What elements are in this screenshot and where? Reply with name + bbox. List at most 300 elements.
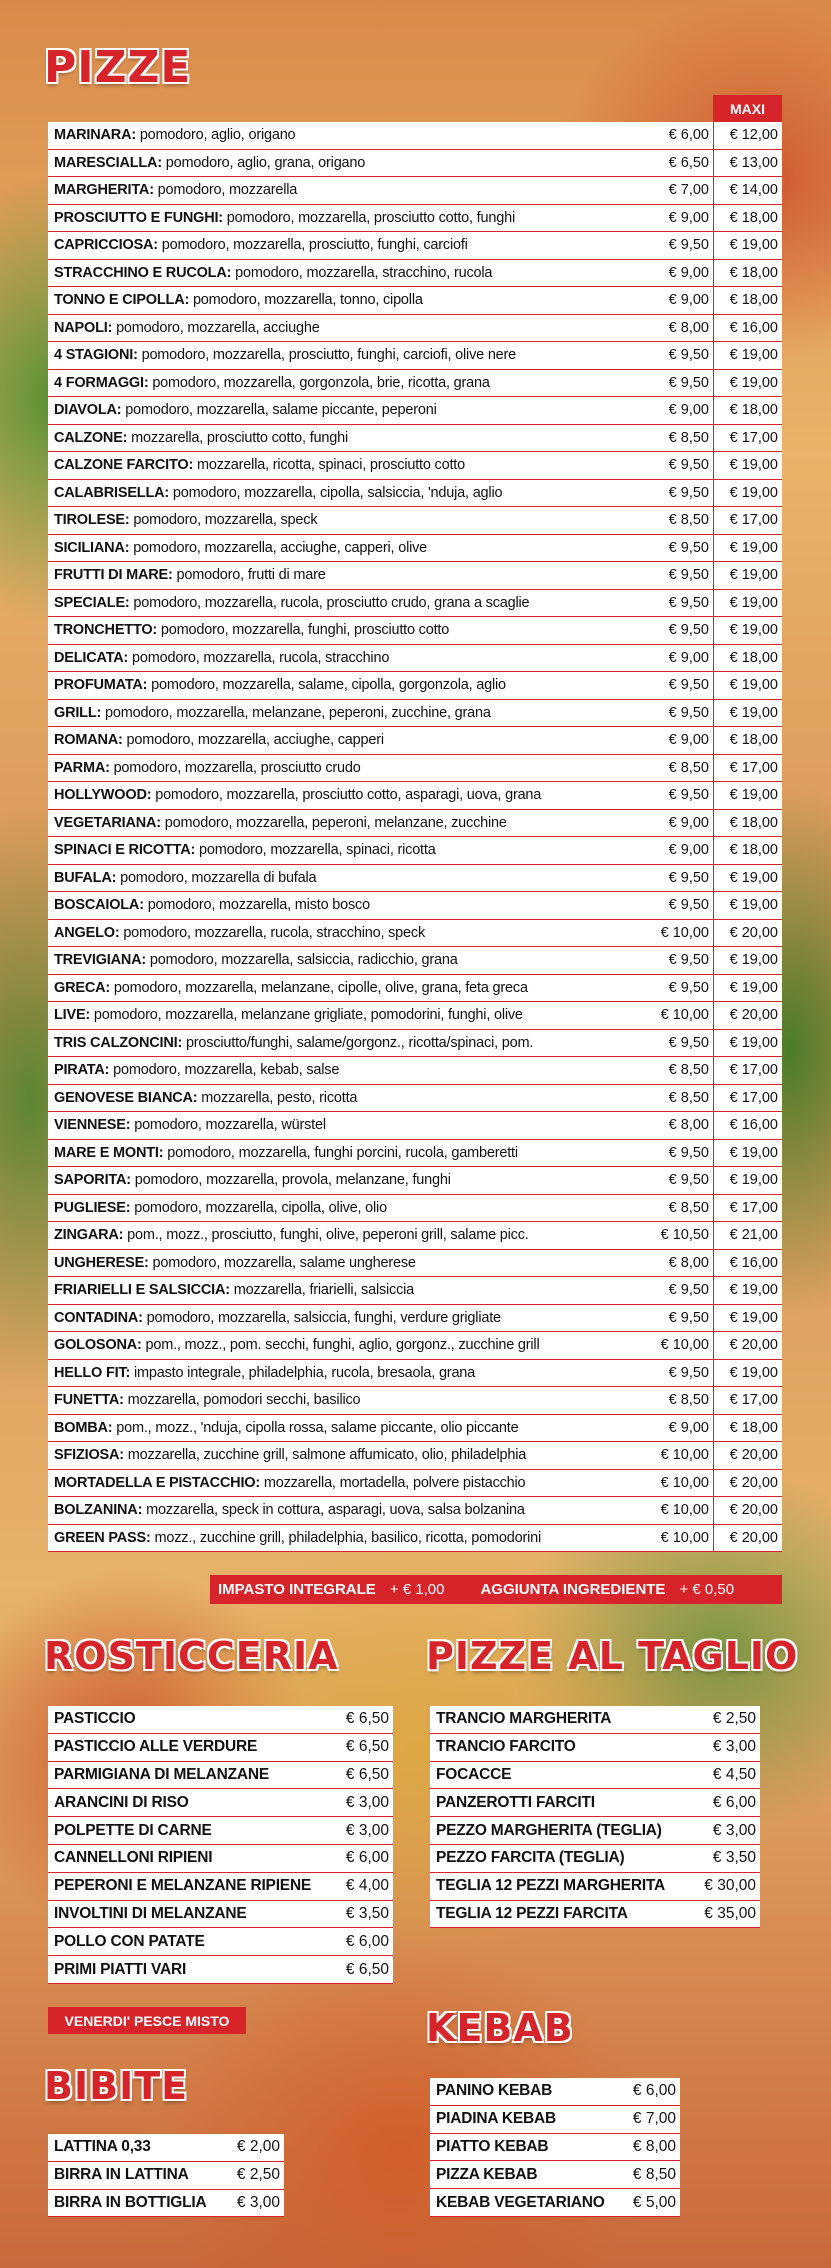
pizza-name: CALZONE FARCITO: [54,457,194,474]
pizza-description [48,265,643,281]
pizza-name: BOLZANINA: [54,1502,143,1519]
pizza-description [48,237,643,253]
pizza-maxi-price: € 19,00 [713,1140,782,1167]
kebab-row-name: PANINO KEBAB [436,2082,553,2100]
bibite-title: BIBITE [44,2064,189,2108]
pizza-description [48,1227,643,1243]
rosticceria-row-name: INVOLTINI DI MELANZANE [54,1904,247,1922]
pizza-maxi-price: € 19,00 [713,232,782,259]
pizza-price: € 8,00 [668,1117,709,1134]
pizza-name: SICILIANA: [54,539,130,556]
pizza-maxi-price: € 17,00 [713,755,782,782]
pizza-price: € 10,00 [660,1529,709,1546]
pizza-maxi-price: € 18,00 [713,810,782,837]
impasto-integrale-label: IMPASTO INTEGRALE [218,1581,376,1598]
pizza-row [48,1497,782,1525]
rosticceria-row [48,1762,393,1790]
pizza-maxi-price: € 19,00 [713,562,782,589]
pizza-ingredients: pomodoro, mozzarella, provola, melanzane, funghi [134,1172,451,1189]
pizza-price: € 9,50 [668,979,709,996]
pizza-name: MORTADELLA E PISTACCHIO: [54,1474,260,1491]
pizza-name: STRACCHINO E RUCOLA: [54,264,232,281]
pizza-name: BOMBA: [54,1419,113,1436]
pizza-ingredients: pomodoro, mozzarella, kebab, salse [113,1062,340,1079]
pizza-ingredients: pomodoro, mozzarella, prosciutto cotto, funghi [226,209,515,226]
rosticceria-row [48,1706,393,1734]
rosticceria-row-name: POLPETTE DI CARNE [54,1821,212,1839]
pizza-description [48,842,643,858]
pizza-ingredients: pomodoro, mozzarella, prosciutto, funghi, carciofi [161,237,468,254]
pizza-maxi-price: € 18,00 [713,205,782,232]
pizza-row [48,727,782,755]
pizza-ingredients: pomodoro, mozzarella, cipolla, salsiccia, 'nduja, aglio [172,484,503,501]
pizza-description [48,1062,643,1078]
pizza-name: DELICATA: [54,649,129,666]
rosticceria-row-name: ARANCINI DI RISO [54,1793,189,1811]
pizza-ingredients: prosciutto/funghi, salame/gorgonz., ricotta/spinaci, pom. [185,1034,534,1051]
pizza-row [48,1332,782,1360]
pizza-price: € 8,50 [668,1062,709,1079]
pizza-name: TRONCHETTO: [54,622,158,639]
taglio-row [430,1762,760,1790]
pizza-maxi-price: € 19,00 [713,700,782,727]
pizza-maxi-price: € 19,00 [713,947,782,974]
pizza-name: MARGHERITA: [54,182,154,199]
taglio-row-price: € 3,00 [712,1821,756,1839]
pizza-price: € 10,00 [660,924,709,941]
pizza-row [48,617,782,645]
pizza-description [48,1145,643,1161]
taglio-row [430,1817,760,1845]
pizza-price: € 9,50 [668,897,709,914]
pizza-price: € 9,00 [668,814,709,831]
pizza-row [48,452,782,480]
pizza-ingredients: mozz., zucchine grill, philadelphia, basilico, ricotta, pomodorini [154,1529,542,1546]
pizza-row [48,1030,782,1058]
pizza-row [48,315,782,343]
rosticceria-row-name: PEPERONI E MELANZANE RIPIENE [54,1877,312,1895]
pizze-table [48,122,782,1552]
kebab-row-price: € 8,00 [632,2137,676,2155]
pizza-price: € 10,00 [660,1474,709,1491]
pizza-row [48,1140,782,1168]
pizza-name: LIVE: [54,1007,91,1024]
pizza-maxi-price: € 19,00 [713,535,782,562]
pizza-maxi-price: € 19,00 [713,1277,782,1304]
taglio-row [430,1706,760,1734]
kebab-row-price: € 7,00 [632,2110,676,2128]
pizza-ingredients: pomodoro, mozzarella, funghi, prosciutto cotto [160,622,450,639]
kebab-row [430,2078,680,2106]
pizza-name: PROFUMATA: [54,677,148,694]
pizza-description [48,1420,643,1436]
pizza-row [48,700,782,728]
pizza-maxi-price: € 18,00 [713,1415,782,1442]
bibite-row [48,2190,284,2218]
rosticceria-row-name: CANNELLONI RIPIENI [54,1849,213,1867]
pizza-maxi-price: € 19,00 [713,782,782,809]
kebab-row [430,2161,680,2189]
pizza-description [48,155,643,171]
pizza-ingredients: pom., mozz., pom. secchi, funghi, aglio, gorgonz., zucchine grill [145,1337,540,1354]
pizza-description [48,897,643,913]
pizza-price: € 9,50 [668,539,709,556]
rosticceria-row-name: PARMIGIANA DI MELANZANE [54,1765,269,1783]
taglio-row-name: TEGLIA 12 PEZZI FARCITA [436,1904,628,1922]
pizza-ingredients: pomodoro, mozzarella, salame ungherese [152,1254,416,1271]
pizza-description [48,512,643,528]
taglio-row-price: € 3,50 [712,1849,756,1867]
pizza-ingredients: pom., mozz., prosciutto, funghi, olive, peperoni grill, salame picc. [127,1227,529,1244]
pizza-maxi-price: € 16,00 [713,1112,782,1139]
taglio-row-name: TEGLIA 12 PEZZI MARGHERITA [436,1877,666,1895]
pizza-maxi-price: € 12,00 [713,122,782,149]
rosticceria-row-price: € 3,00 [345,1793,389,1811]
pizza-name: 4 FORMAGGI: [54,374,149,391]
pizza-row [48,920,782,948]
pizza-maxi-price: € 19,00 [713,452,782,479]
pizza-row [48,287,782,315]
pizza-description [48,1255,643,1271]
taglio-row-price: € 35,00 [704,1904,756,1922]
pizza-maxi-price: € 17,00 [713,1057,782,1084]
pizza-maxi-price: € 18,00 [713,397,782,424]
pizza-description [48,1447,643,1463]
pizza-maxi-price: € 18,00 [713,645,782,672]
rosticceria-row-price: € 6,50 [345,1765,389,1783]
maxi-column-header: MAXI [713,95,782,122]
pizza-name: ROMANA: [54,732,123,749]
pizza-maxi-price: € 19,00 [713,1167,782,1194]
pizza-description [48,1090,643,1106]
pizza-description [48,705,643,721]
pizza-price: € 9,50 [668,347,709,364]
pizza-price: € 7,00 [668,182,709,199]
taglio-row [430,1901,760,1929]
pizza-maxi-price: € 20,00 [713,920,782,947]
pizza-price: € 9,50 [668,704,709,721]
bibite-row-name: BIRRA IN BOTTIGLIA [54,2193,207,2211]
pizza-name: GENOVESE BIANCA: [54,1089,198,1106]
pizza-row [48,1002,782,1030]
pizza-ingredients: pomodoro, mozzarella, spinaci, ricotta [198,842,436,859]
pizza-description [48,485,643,501]
pizza-name: PUGLIESE: [54,1199,131,1216]
pizza-ingredients: pomodoro, mozzarella, rucola, stracchino [132,649,390,666]
pizza-maxi-price: € 17,00 [713,1085,782,1112]
rosticceria-row-price: € 6,50 [345,1710,389,1728]
taglio-row-price: € 4,50 [712,1765,756,1783]
rosticceria-row [48,1956,393,1984]
pizza-row [48,1250,782,1278]
pizza-name: FUNETTA: [54,1392,124,1409]
pizza-row [48,425,782,453]
pizza-description [48,677,643,693]
pizza-maxi-price: € 19,00 [713,672,782,699]
pizza-ingredients: pomodoro, mozzarella [157,182,298,199]
pizza-maxi-price: € 19,00 [713,590,782,617]
pizza-row [48,865,782,893]
pizza-maxi-price: € 17,00 [713,425,782,452]
pizza-ingredients: pomodoro, aglio, origano [139,127,296,144]
pizza-row [48,1195,782,1223]
pizza-price: € 9,50 [668,1144,709,1161]
pizza-price: € 10,00 [660,1502,709,1519]
rosticceria-row [48,1789,393,1817]
pizza-price: € 8,50 [668,1392,709,1409]
pizza-price: € 9,50 [668,1282,709,1299]
pizza-row [48,590,782,618]
pizza-name: TREVIGIANA: [54,952,147,969]
pizza-description [48,1392,643,1408]
pizza-maxi-price: € 20,00 [713,1470,782,1497]
pizza-row [48,645,782,673]
pizza-price: € 9,50 [668,869,709,886]
kebab-row [430,2134,680,2162]
pizza-maxi-price: € 19,00 [713,342,782,369]
taglio-row-name: TRANCIO MARGHERITA [436,1710,612,1728]
pizza-ingredients: pomodoro, frutti di mare [176,567,326,584]
pizza-name: TONNO E CIPOLLA: [54,292,190,309]
taglio-row-price: € 2,50 [712,1710,756,1728]
rosticceria-row [48,1845,393,1873]
pizza-maxi-price: € 17,00 [713,1387,782,1414]
pizza-ingredients: pomodoro, mozzarella, salsiccia, funghi, verdure grigliate [146,1309,501,1326]
pizza-description [48,595,643,611]
aggiunta-ingrediente-price: + € 0,50 [679,1581,735,1598]
pizza-price: € 9,00 [668,402,709,419]
pizza-name: GRECA: [54,979,110,996]
pizza-price: € 9,50 [668,1309,709,1326]
pizza-price: € 9,50 [668,622,709,639]
impasto-integrale-price: + € 1,00 [389,1581,445,1598]
pizza-name: GOLOSONA: [54,1337,142,1354]
pizza-description [48,1475,643,1491]
pizza-description [48,760,643,776]
pizza-ingredients: pomodoro, aglio, grana, origano [165,154,366,171]
pizza-name: FRUTTI DI MARE: [54,567,173,584]
pizza-description [48,870,643,886]
taglio-row [430,1873,760,1901]
aggiunta-ingrediente-label: AGGIUNTA INGREDIENTE [480,1581,666,1598]
pizza-name: VEGETARIANA: [54,814,161,831]
pizza-name: CONTADINA: [54,1309,143,1326]
pizza-row [48,837,782,865]
pizza-row [48,892,782,920]
pizza-ingredients: pomodoro, mozzarella, melanzane, peperoni, zucchine, grana [104,704,491,721]
taglio-row-price: € 30,00 [704,1877,756,1895]
pizza-row [48,370,782,398]
rosticceria-row-price: € 3,00 [345,1821,389,1839]
pizza-ingredients: pomodoro, mozzarella, würstel [134,1117,326,1134]
pizza-price: € 9,00 [668,1419,709,1436]
pizza-name: SAPORITA: [54,1172,131,1189]
pizza-row [48,1057,782,1085]
pizza-ingredients: pomodoro, mozzarella, salame piccante, peperoni [125,402,437,419]
pizza-name: ZINGARA: [54,1227,124,1244]
pizza-maxi-price: € 18,00 [713,287,782,314]
pizza-maxi-price: € 20,00 [713,1525,782,1552]
taglio-row [430,1845,760,1873]
pizza-price: € 9,50 [668,952,709,969]
venerdi-pesce-misto-badge: VENERDI' PESCE MISTO [48,2007,246,2034]
pizza-description [48,1337,643,1353]
pizza-ingredients: pomodoro, mozzarella, speck [133,512,318,529]
pizza-row [48,507,782,535]
pizza-price: € 10,00 [660,1447,709,1464]
pizza-maxi-price: € 19,00 [713,892,782,919]
pizza-ingredients: mozzarella, ricotta, spinaci, prosciutto cotto [196,457,465,474]
taglio-row-price: € 6,00 [712,1793,756,1811]
extras-bar [210,1575,782,1604]
pizza-name: PARMA: [54,759,110,776]
pizza-row [48,1360,782,1388]
pizza-maxi-price: € 19,00 [713,975,782,1002]
pizza-row [48,480,782,508]
pizza-name: HOLLYWOOD: [54,787,152,804]
rosticceria-row [48,1901,393,1929]
bibite-row-price: € 2,00 [236,2138,280,2156]
pizza-ingredients: mozzarella, pesto, ricotta [201,1089,358,1106]
taglio-row [430,1789,760,1817]
pizza-price: € 6,50 [668,154,709,171]
pizza-description [48,650,643,666]
pizza-ingredients: pomodoro, mozzarella, melanzane grigliate, pomodorini, funghi, olive [93,1007,523,1024]
rosticceria-row [48,1928,393,1956]
pizza-ingredients: pomodoro, mozzarella, cipolla, olive, olio [134,1199,387,1216]
pizza-name: MARESCIALLA: [54,154,162,171]
taglio-row-name: PEZZO FARCITA (TEGLIA) [436,1849,625,1867]
pizza-maxi-price: € 19,00 [713,1305,782,1332]
bibite-row-name: BIRRA IN LATTINA [54,2166,189,2184]
pizza-maxi-price: € 19,00 [713,480,782,507]
pizza-name: ANGELO: [54,924,120,941]
pizza-ingredients: pomodoro, mozzarella, stracchino, rucola [235,264,493,281]
pizza-maxi-price: € 13,00 [713,150,782,177]
rosticceria-row-name: PASTICCIO [54,1710,136,1728]
pizza-description [48,952,643,968]
pizza-description [48,540,643,556]
pizza-maxi-price: € 20,00 [713,1442,782,1469]
pizza-description [48,787,643,803]
pizza-name: BUFALA: [54,869,117,886]
pizza-maxi-price: € 17,00 [713,507,782,534]
kebab-row-name: PIADINA KEBAB [436,2110,556,2128]
kebab-row-price: € 8,50 [632,2165,676,2183]
kebab-row-name: PIATTO KEBAB [436,2137,549,2155]
pizza-ingredients: pomodoro, mozzarella, gorgonzola, brie, ricotta, grana [152,374,490,391]
bibite-table [48,2134,284,2217]
bibite-row [48,2134,284,2162]
pizza-description [48,567,643,583]
pizza-ingredients: pomodoro, mozzarella, rucola, prosciutto crudo, grana a scaglie [133,594,530,611]
pizza-maxi-price: € 19,00 [713,370,782,397]
pizze-al-taglio-title: PIZZE AL TAGLIO [426,1634,799,1678]
pizza-name: FRIARIELLI E SALSICCIA: [54,1282,230,1299]
pizza-row [48,975,782,1003]
taglio-row-name: PEZZO MARGHERITA (TEGLIA) [436,1821,662,1839]
pizza-maxi-price: € 19,00 [713,1030,782,1057]
pizza-price: € 9,50 [668,1034,709,1051]
pizza-description [48,815,643,831]
bibite-row-name: LATTINA 0,33 [54,2138,151,2156]
pizza-row [48,1442,782,1470]
kebab-row-price: € 6,00 [632,2082,676,2100]
pizza-row [48,177,782,205]
pizze-title: PIZZE [44,42,192,93]
pizza-row [48,947,782,975]
pizza-row [48,810,782,838]
pizza-price: € 10,00 [660,1007,709,1024]
pizza-name: TRIS CALZONCINI: [54,1034,183,1051]
pizza-maxi-price: € 20,00 [713,1497,782,1524]
rosticceria-table [48,1706,393,1984]
bibite-row-price: € 2,50 [236,2166,280,2184]
pizza-description [48,622,643,638]
pizza-ingredients: mozzarella, friarielli, salsiccia [233,1282,415,1299]
rosticceria-row-price: € 3,50 [345,1904,389,1922]
kebab-table [430,2078,680,2217]
pizza-name: BOSCAIOLA: [54,897,144,914]
rosticceria-row-price: € 4,00 [345,1877,389,1895]
pizza-price: € 9,50 [668,567,709,584]
taglio-row-name: TRANCIO FARCITO [436,1738,576,1756]
pizza-description [48,430,643,446]
pizza-description [48,182,643,198]
pizza-ingredients: pomodoro, mozzarella di bufala [120,869,317,886]
pizza-ingredients: pomodoro, mozzarella, prosciutto, funghi, carciofi, olive nere [141,347,517,364]
pizza-price: € 9,50 [668,457,709,474]
rosticceria-row-name: PASTICCIO ALLE VERDURE [54,1738,258,1756]
pizza-row [48,122,782,150]
pizza-description [48,1200,643,1216]
pizza-description [48,1282,643,1298]
pizza-name: GREEN PASS: [54,1529,151,1546]
pizza-price: € 10,50 [660,1227,709,1244]
pizza-maxi-price: € 20,00 [713,1002,782,1029]
pizza-name: CALZONE: [54,429,128,446]
pizza-price: € 9,00 [668,264,709,281]
pizza-description [48,402,643,418]
kebab-row [430,2106,680,2134]
pizza-description [48,1007,643,1023]
pizza-ingredients: pomodoro, mozzarella, peperoni, melanzane, zucchine [164,814,507,831]
pizza-name: UNGHERESE: [54,1254,149,1271]
rosticceria-row-price: € 6,00 [345,1849,389,1867]
pizza-description [48,320,643,336]
pizza-description [48,1365,643,1381]
kebab-row-name: KEBAB VEGETARIANO [436,2193,605,2211]
bibite-row [48,2162,284,2190]
pizza-maxi-price: € 21,00 [713,1222,782,1249]
pizza-maxi-price: € 16,00 [713,315,782,342]
pizza-name: NAPOLI: [54,319,113,336]
pizza-row [48,1112,782,1140]
pizza-price: € 9,50 [668,374,709,391]
pizza-ingredients: impasto integrale, philadelphia, rucola, bresaola, grana [133,1364,476,1381]
pizza-description [48,1117,643,1133]
pizza-description [48,1530,643,1546]
pizza-maxi-price: € 18,00 [713,837,782,864]
pizza-price: € 9,50 [668,1172,709,1189]
kebab-title: KEBAB [426,2006,574,2050]
rosticceria-row [48,1734,393,1762]
pizza-name: SFIZIOSA: [54,1447,124,1464]
pizza-maxi-price: € 18,00 [713,260,782,287]
pizza-name: HELLO FIT: [54,1364,131,1381]
pizza-description [48,925,643,941]
taglio-row-name: PANZEROTTI FARCITI [436,1793,595,1811]
